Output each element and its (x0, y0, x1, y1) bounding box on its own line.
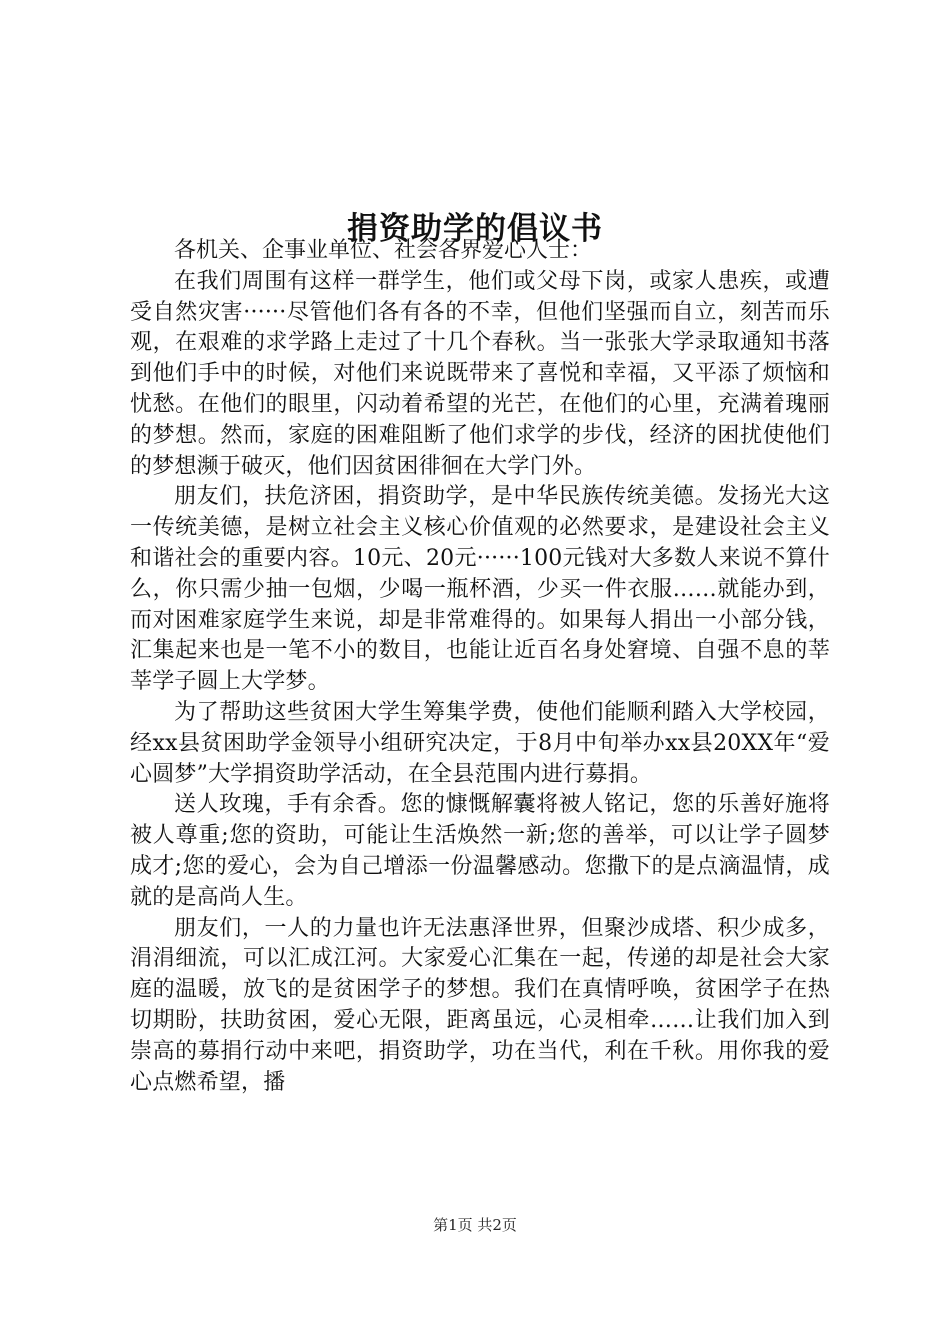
greeting-line: 各机关、企事业单位、社会各界爱心人士： (174, 238, 593, 263)
paragraph-4: 送人玫瑰，手有余香。您的慷慨解囊将被人铭记，您的乐善好施将被人尊重;您的资助，可能让生活焕然一新;您的善举，可以让学子圆梦成才;您的爱心，会为自己增添一份温馨感动。您撒下的是点滴温情，成就的是高尚人生。 (130, 792, 830, 910)
document-title: 捐资助学的倡议书 (347, 210, 603, 247)
paragraph-5: 朋友们，一人的力量也许无法惠泽世界，但聚沙成塔、积少成多，涓涓细流，可以汇成江河。大家爱心汇集在一起，传递的却是社会大家庭的温暖，放飞的是贫困学子的梦想。我们在真情呼唤，贫困学子在热切期盼，扶助贫困，爱心无限，距离虽远，心灵相牵……让我们加入到崇高的募捐行动中来吧，捐资助学，功在当代，利在千秋。用你我的爱心点燃希望，播 (130, 915, 830, 1095)
page-footer: 第1页 共2页 (433, 1216, 517, 1234)
document-body (130, 236, 830, 1098)
paragraph-3: 为了帮助这些贫困大学生筹集学费，使他们能顺利踏入大学校园，经xx县贫困助学金领导小组研究决定，于8月中旬举办xx县20XX年“爱心圆梦”大学捐资助学活动，在全县范围内进行募捐。 (130, 699, 830, 787)
paragraph-1: 在我们周围有这样一群学生，他们或父母下岗，或家人患疾，或遭受自然灾害······尽管他们各有各的不幸，但他们坚强而自立，刻苦而乐观，在艰难的求学路上走过了十几个春秋。当一张张大学录取通知书落到他们手中的时候，对他们来说既带来了喜悦和幸福，又平添了烦恼和忧愁。在他们的眼里，闪动着希望的光芒，在他们的心里，充满着瑰丽的梦想。然而，家庭的困难阻断了他们求学的步伐，经济的困扰使他们的梦想濒于破灭，他们因贫困徘徊在大学门外。 (130, 268, 830, 479)
paragraph-2: 朋友们，扶危济困，捐资助学，是中华民族传统美德。发扬光大这一传统美德，是树立社会主义核心价值观的必然要求，是建设社会主义和谐社会的重要内容。10元、20元······100元钱对大多数人来说不算什么，你只需少抽一包烟，少喝一瓶杯酒，少买一件衣服……就能办到，而对困难家庭学生来说，却是非常难得的。如果每人捐出一小部分钱，汇集起来也是一笔不小的数目，也能让近百名身处窘境、自强不息的莘莘学子圆上大学梦。 (130, 484, 830, 695)
